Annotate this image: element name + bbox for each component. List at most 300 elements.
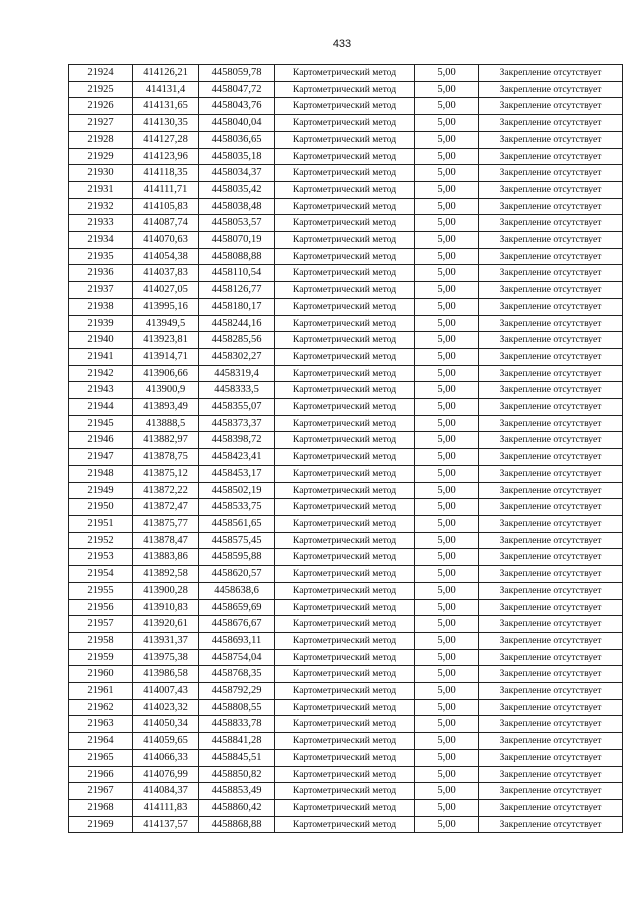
cell-method: Картометрический метод: [275, 399, 415, 416]
cell-fixing-note: Закрепление отсутствует: [479, 81, 623, 98]
cell-x-coordinate: 413875,12: [133, 465, 199, 482]
cell-x-coordinate: 414059,65: [133, 733, 199, 750]
cell-y-coordinate: 4458180,17: [199, 298, 275, 315]
cell-fixing-note: Закрепление отсутствует: [479, 499, 623, 516]
table-row: [69, 716, 623, 733]
cell-y-coordinate: 4458034,37: [199, 165, 275, 182]
cell-fixing-note: Закрепление отсутствует: [479, 65, 623, 82]
cell-x-coordinate: 413872,22: [133, 482, 199, 499]
cell-fixing-note: Закрепление отсутствует: [479, 599, 623, 616]
cell-accuracy: 5,00: [415, 566, 479, 583]
table-row: [69, 699, 623, 716]
cell-method: Картометрический метод: [275, 582, 415, 599]
cell-fixing-note: Закрепление отсутствует: [479, 616, 623, 633]
cell-point-number: 21947: [69, 449, 133, 466]
cell-method: Картометрический метод: [275, 716, 415, 733]
cell-x-coordinate: 413995,16: [133, 298, 199, 315]
cell-point-number: 21929: [69, 148, 133, 165]
cell-accuracy: 5,00: [415, 198, 479, 215]
table-row: [69, 382, 623, 399]
cell-fixing-note: Закрепление отсутствует: [479, 783, 623, 800]
cell-fixing-note: Закрепление отсутствует: [479, 465, 623, 482]
cell-y-coordinate: 4458693,11: [199, 632, 275, 649]
cell-point-number: 21940: [69, 332, 133, 349]
cell-fixing-note: Закрепление отсутствует: [479, 298, 623, 315]
cell-method: Картометрический метод: [275, 799, 415, 816]
table-row: [69, 115, 623, 132]
table-row: [69, 783, 623, 800]
cell-x-coordinate: 413872,47: [133, 499, 199, 516]
table-row: [69, 282, 623, 299]
cell-x-coordinate: 414131,4: [133, 81, 199, 98]
cell-x-coordinate: 413900,9: [133, 382, 199, 399]
cell-x-coordinate: 413893,49: [133, 399, 199, 416]
table-row: [69, 465, 623, 482]
cell-x-coordinate: 414137,57: [133, 816, 199, 833]
cell-y-coordinate: 4458792,29: [199, 683, 275, 700]
cell-y-coordinate: 4458035,18: [199, 148, 275, 165]
table-row: [69, 215, 623, 232]
cell-y-coordinate: 4458398,72: [199, 432, 275, 449]
cell-x-coordinate: 413892,58: [133, 566, 199, 583]
cell-y-coordinate: 4458533,75: [199, 499, 275, 516]
cell-x-coordinate: 413906,66: [133, 365, 199, 382]
cell-x-coordinate: 413878,75: [133, 449, 199, 466]
cell-accuracy: 5,00: [415, 265, 479, 282]
cell-point-number: 21925: [69, 81, 133, 98]
cell-fixing-note: Закрепление отсутствует: [479, 683, 623, 700]
cell-fixing-note: Закрепление отсутствует: [479, 549, 623, 566]
cell-y-coordinate: 4458676,67: [199, 616, 275, 633]
cell-y-coordinate: 4458841,28: [199, 733, 275, 750]
cell-point-number: 21930: [69, 165, 133, 182]
cell-fixing-note: Закрепление отсутствует: [479, 382, 623, 399]
cell-y-coordinate: 4458043,76: [199, 98, 275, 115]
cell-y-coordinate: 4458126,77: [199, 282, 275, 299]
cell-x-coordinate: 414050,34: [133, 716, 199, 733]
cell-x-coordinate: 413883,86: [133, 549, 199, 566]
cell-accuracy: 5,00: [415, 315, 479, 332]
cell-point-number: 21951: [69, 515, 133, 532]
cell-accuracy: 5,00: [415, 215, 479, 232]
table-row: [69, 666, 623, 683]
cell-accuracy: 5,00: [415, 632, 479, 649]
cell-accuracy: 5,00: [415, 432, 479, 449]
cell-method: Картометрический метод: [275, 131, 415, 148]
cell-accuracy: 5,00: [415, 65, 479, 82]
cell-fixing-note: Закрепление отсутствует: [479, 282, 623, 299]
cell-method: Картометрический метод: [275, 181, 415, 198]
cell-point-number: 21945: [69, 415, 133, 432]
cell-method: Картометрический метод: [275, 749, 415, 766]
table-row: [69, 482, 623, 499]
table-row: [69, 131, 623, 148]
cell-y-coordinate: 4458850,82: [199, 766, 275, 783]
cell-method: Картометрический метод: [275, 599, 415, 616]
cell-point-number: 21926: [69, 98, 133, 115]
cell-point-number: 21939: [69, 315, 133, 332]
cell-x-coordinate: 414070,63: [133, 232, 199, 249]
cell-x-coordinate: 414066,33: [133, 749, 199, 766]
cell-fixing-note: Закрепление отсутствует: [479, 332, 623, 349]
table-row: [69, 332, 623, 349]
cell-accuracy: 5,00: [415, 165, 479, 182]
table-row: [69, 415, 623, 432]
cell-point-number: 21931: [69, 181, 133, 198]
cell-method: Картометрический метод: [275, 415, 415, 432]
cell-method: Картометрический метод: [275, 499, 415, 516]
cell-y-coordinate: 4458373,37: [199, 415, 275, 432]
cell-point-number: 21965: [69, 749, 133, 766]
cell-accuracy: 5,00: [415, 298, 479, 315]
cell-method: Картометрический метод: [275, 165, 415, 182]
cell-accuracy: 5,00: [415, 81, 479, 98]
cell-y-coordinate: 4458638,6: [199, 582, 275, 599]
cell-accuracy: 5,00: [415, 733, 479, 750]
cell-accuracy: 5,00: [415, 532, 479, 549]
cell-fixing-note: Закрепление отсутствует: [479, 315, 623, 332]
cell-point-number: 21927: [69, 115, 133, 132]
cell-fixing-note: Закрепление отсутствует: [479, 432, 623, 449]
table-row: [69, 566, 623, 583]
cell-point-number: 21955: [69, 582, 133, 599]
cell-point-number: 21933: [69, 215, 133, 232]
cell-y-coordinate: 4458808,55: [199, 699, 275, 716]
cell-accuracy: 5,00: [415, 549, 479, 566]
cell-y-coordinate: 4458110,54: [199, 265, 275, 282]
cell-accuracy: 5,00: [415, 799, 479, 816]
table-row: [69, 799, 623, 816]
cell-fixing-note: Закрепление отсутствует: [479, 115, 623, 132]
cell-point-number: 21949: [69, 482, 133, 499]
cell-accuracy: 5,00: [415, 115, 479, 132]
cell-fixing-note: Закрепление отсутствует: [479, 215, 623, 232]
cell-point-number: 21957: [69, 616, 133, 633]
cell-accuracy: 5,00: [415, 365, 479, 382]
cell-method: Картометрический метод: [275, 532, 415, 549]
cell-y-coordinate: 4458423,41: [199, 449, 275, 466]
cell-y-coordinate: 4458285,56: [199, 332, 275, 349]
cell-fixing-note: Закрепление отсутствует: [479, 799, 623, 816]
table-row: [69, 148, 623, 165]
table-row: [69, 449, 623, 466]
cell-accuracy: 5,00: [415, 332, 479, 349]
cell-fixing-note: Закрепление отсутствует: [479, 482, 623, 499]
cell-fixing-note: Закрепление отсутствует: [479, 582, 623, 599]
cell-x-coordinate: 413882,97: [133, 432, 199, 449]
cell-y-coordinate: 4458070,19: [199, 232, 275, 249]
cell-method: Картометрический метод: [275, 566, 415, 583]
table-row: [69, 298, 623, 315]
table-row: [69, 432, 623, 449]
cell-x-coordinate: 414111,83: [133, 799, 199, 816]
page-number: 433: [332, 38, 352, 50]
cell-y-coordinate: 4458088,88: [199, 248, 275, 265]
cell-accuracy: 5,00: [415, 382, 479, 399]
cell-accuracy: 5,00: [415, 232, 479, 249]
cell-y-coordinate: 4458038,48: [199, 198, 275, 215]
table-row: [69, 499, 623, 516]
table-row: [69, 766, 623, 783]
cell-x-coordinate: 413975,38: [133, 649, 199, 666]
cell-accuracy: 5,00: [415, 716, 479, 733]
cell-method: Картометрический метод: [275, 449, 415, 466]
cell-point-number: 21960: [69, 666, 133, 683]
table-row: [69, 81, 623, 98]
cell-x-coordinate: 413875,77: [133, 515, 199, 532]
cell-y-coordinate: 4458754,04: [199, 649, 275, 666]
cell-point-number: 21944: [69, 399, 133, 416]
table-row: [69, 399, 623, 416]
cell-x-coordinate: 414131,65: [133, 98, 199, 115]
cell-point-number: 21936: [69, 265, 133, 282]
cell-accuracy: 5,00: [415, 666, 479, 683]
cell-method: Картометрический метод: [275, 65, 415, 82]
cell-accuracy: 5,00: [415, 131, 479, 148]
cell-method: Картометрический метод: [275, 432, 415, 449]
cell-fixing-note: Закрепление отсутствует: [479, 816, 623, 833]
cell-x-coordinate: 414037,83: [133, 265, 199, 282]
cell-x-coordinate: 413878,47: [133, 532, 199, 549]
cell-method: Картометрический метод: [275, 315, 415, 332]
cell-method: Картометрический метод: [275, 616, 415, 633]
cell-method: Картометрический метод: [275, 465, 415, 482]
cell-accuracy: 5,00: [415, 449, 479, 466]
cell-point-number: 21968: [69, 799, 133, 816]
table-row: [69, 65, 623, 82]
cell-x-coordinate: 413920,61: [133, 616, 199, 633]
cell-x-coordinate: 414007,43: [133, 683, 199, 700]
cell-x-coordinate: 413931,37: [133, 632, 199, 649]
cell-point-number: 21962: [69, 699, 133, 716]
cell-accuracy: 5,00: [415, 599, 479, 616]
cell-point-number: 21937: [69, 282, 133, 299]
cell-x-coordinate: 414123,96: [133, 148, 199, 165]
cell-point-number: 21956: [69, 599, 133, 616]
cell-method: Картометрический метод: [275, 683, 415, 700]
cell-y-coordinate: 4458333,5: [199, 382, 275, 399]
cell-x-coordinate: 414027,05: [133, 282, 199, 299]
cell-fixing-note: Закрепление отсутствует: [479, 165, 623, 182]
cell-method: Картометрический метод: [275, 198, 415, 215]
cell-accuracy: 5,00: [415, 766, 479, 783]
cell-method: Картометрический метод: [275, 115, 415, 132]
cell-point-number: 21967: [69, 783, 133, 800]
cell-fixing-note: Закрепление отсутствует: [479, 98, 623, 115]
cell-x-coordinate: 414054,38: [133, 248, 199, 265]
table-row: [69, 248, 623, 265]
cell-x-coordinate: 414023,32: [133, 699, 199, 716]
cell-method: Картометрический метод: [275, 816, 415, 833]
cell-x-coordinate: 413986,58: [133, 666, 199, 683]
cell-fixing-note: Закрепление отсутствует: [479, 699, 623, 716]
cell-method: Картометрический метод: [275, 298, 415, 315]
cell-accuracy: 5,00: [415, 616, 479, 633]
cell-point-number: 21942: [69, 365, 133, 382]
cell-point-number: 21964: [69, 733, 133, 750]
cell-y-coordinate: 4458561,65: [199, 515, 275, 532]
cell-method: Картометрический метод: [275, 365, 415, 382]
cell-accuracy: 5,00: [415, 683, 479, 700]
cell-method: Картометрический метод: [275, 348, 415, 365]
cell-fixing-note: Закрепление отсутствует: [479, 749, 623, 766]
cell-point-number: 21969: [69, 816, 133, 833]
cell-y-coordinate: 4458244,16: [199, 315, 275, 332]
table-row: [69, 315, 623, 332]
cell-fixing-note: Закрепление отсутствует: [479, 716, 623, 733]
cell-method: Картометрический метод: [275, 232, 415, 249]
cell-fixing-note: Закрепление отсутствует: [479, 148, 623, 165]
cell-x-coordinate: 414084,37: [133, 783, 199, 800]
cell-x-coordinate: 413914,71: [133, 348, 199, 365]
cell-point-number: 21953: [69, 549, 133, 566]
cell-accuracy: 5,00: [415, 816, 479, 833]
cell-method: Картометрический метод: [275, 148, 415, 165]
cell-fixing-note: Закрепление отсутствует: [479, 232, 623, 249]
cell-fixing-note: Закрепление отсутствует: [479, 766, 623, 783]
cell-point-number: 21932: [69, 198, 133, 215]
cell-accuracy: 5,00: [415, 181, 479, 198]
table-row: [69, 749, 623, 766]
cell-accuracy: 5,00: [415, 282, 479, 299]
cell-method: Картометрический метод: [275, 549, 415, 566]
cell-x-coordinate: 414126,21: [133, 65, 199, 82]
cell-fixing-note: Закрепление отсутствует: [479, 181, 623, 198]
table-row: [69, 649, 623, 666]
table-row: [69, 181, 623, 198]
coordinates-table: [68, 64, 623, 833]
cell-y-coordinate: 4458845,51: [199, 749, 275, 766]
cell-fixing-note: Закрепление отсутствует: [479, 265, 623, 282]
cell-y-coordinate: 4458833,78: [199, 716, 275, 733]
cell-fixing-note: Закрепление отсутствует: [479, 348, 623, 365]
cell-x-coordinate: 413888,5: [133, 415, 199, 432]
cell-method: Картометрический метод: [275, 248, 415, 265]
cell-fixing-note: Закрепление отсутствует: [479, 666, 623, 683]
cell-accuracy: 5,00: [415, 98, 479, 115]
cell-method: Картометрический метод: [275, 733, 415, 750]
table-row: [69, 265, 623, 282]
table-row: [69, 733, 623, 750]
cell-fixing-note: Закрепление отсутствует: [479, 415, 623, 432]
cell-point-number: 21958: [69, 632, 133, 649]
cell-y-coordinate: 4458059,78: [199, 65, 275, 82]
cell-fixing-note: Закрепление отсутствует: [479, 248, 623, 265]
cell-point-number: 21928: [69, 131, 133, 148]
cell-y-coordinate: 4458355,07: [199, 399, 275, 416]
table-row: [69, 365, 623, 382]
cell-y-coordinate: 4458047,72: [199, 81, 275, 98]
cell-fixing-note: Закрепление отсутствует: [479, 399, 623, 416]
cell-x-coordinate: 414111,71: [133, 181, 199, 198]
cell-y-coordinate: 4458620,57: [199, 566, 275, 583]
cell-y-coordinate: 4458053,57: [199, 215, 275, 232]
cell-fixing-note: Закрепление отсутствует: [479, 449, 623, 466]
cell-y-coordinate: 4458319,4: [199, 365, 275, 382]
cell-y-coordinate: 4458853,49: [199, 783, 275, 800]
cell-x-coordinate: 413949,5: [133, 315, 199, 332]
cell-x-coordinate: 414076,99: [133, 766, 199, 783]
cell-point-number: 21954: [69, 566, 133, 583]
cell-accuracy: 5,00: [415, 465, 479, 482]
cell-method: Картометрический метод: [275, 783, 415, 800]
cell-x-coordinate: 414127,28: [133, 131, 199, 148]
table-row: [69, 683, 623, 700]
cell-point-number: 21961: [69, 683, 133, 700]
cell-point-number: 21946: [69, 432, 133, 449]
cell-fixing-note: Закрепление отсутствует: [479, 632, 623, 649]
table-row: [69, 348, 623, 365]
cell-fixing-note: Закрепление отсутствует: [479, 515, 623, 532]
cell-accuracy: 5,00: [415, 148, 479, 165]
cell-accuracy: 5,00: [415, 649, 479, 666]
cell-x-coordinate: 413900,28: [133, 582, 199, 599]
cell-y-coordinate: 4458868,88: [199, 816, 275, 833]
table-row: [69, 582, 623, 599]
cell-fixing-note: Закрепление отсутствует: [479, 649, 623, 666]
cell-method: Картометрический метод: [275, 215, 415, 232]
cell-y-coordinate: 4458035,42: [199, 181, 275, 198]
cell-fixing-note: Закрепление отсутствует: [479, 131, 623, 148]
cell-y-coordinate: 4458453,17: [199, 465, 275, 482]
cell-accuracy: 5,00: [415, 515, 479, 532]
cell-point-number: 21934: [69, 232, 133, 249]
cell-point-number: 21935: [69, 248, 133, 265]
cell-accuracy: 5,00: [415, 415, 479, 432]
cell-x-coordinate: 414087,74: [133, 215, 199, 232]
table-row: [69, 515, 623, 532]
cell-y-coordinate: 4458040,04: [199, 115, 275, 132]
cell-y-coordinate: 4458302,27: [199, 348, 275, 365]
cell-method: Картометрический метод: [275, 265, 415, 282]
cell-accuracy: 5,00: [415, 399, 479, 416]
cell-point-number: 21948: [69, 465, 133, 482]
cell-x-coordinate: 414130,35: [133, 115, 199, 132]
cell-method: Картометрический метод: [275, 666, 415, 683]
cell-fixing-note: Закрепление отсутствует: [479, 198, 623, 215]
cell-y-coordinate: 4458595,88: [199, 549, 275, 566]
cell-method: Картометрический метод: [275, 332, 415, 349]
cell-method: Картометрический метод: [275, 699, 415, 716]
cell-fixing-note: Закрепление отсутствует: [479, 532, 623, 549]
table-row: [69, 549, 623, 566]
cell-x-coordinate: 414105,83: [133, 198, 199, 215]
table-row: [69, 232, 623, 249]
cell-point-number: 21924: [69, 65, 133, 82]
cell-accuracy: 5,00: [415, 749, 479, 766]
cell-y-coordinate: 4458659,69: [199, 599, 275, 616]
table-row: [69, 632, 623, 649]
cell-method: Картометрический метод: [275, 482, 415, 499]
cell-accuracy: 5,00: [415, 699, 479, 716]
cell-method: Картометрический метод: [275, 98, 415, 115]
table-row: [69, 165, 623, 182]
cell-x-coordinate: 413910,83: [133, 599, 199, 616]
cell-point-number: 21966: [69, 766, 133, 783]
cell-method: Картометрический метод: [275, 766, 415, 783]
cell-accuracy: 5,00: [415, 348, 479, 365]
cell-method: Картометрический метод: [275, 282, 415, 299]
cell-method: Картометрический метод: [275, 515, 415, 532]
cell-y-coordinate: 4458036,65: [199, 131, 275, 148]
cell-y-coordinate: 4458502,19: [199, 482, 275, 499]
cell-method: Картометрический метод: [275, 632, 415, 649]
cell-fixing-note: Закрепление отсутствует: [479, 365, 623, 382]
cell-fixing-note: Закрепление отсутствует: [479, 566, 623, 583]
cell-method: Картометрический метод: [275, 649, 415, 666]
cell-point-number: 21941: [69, 348, 133, 365]
cell-accuracy: 5,00: [415, 482, 479, 499]
